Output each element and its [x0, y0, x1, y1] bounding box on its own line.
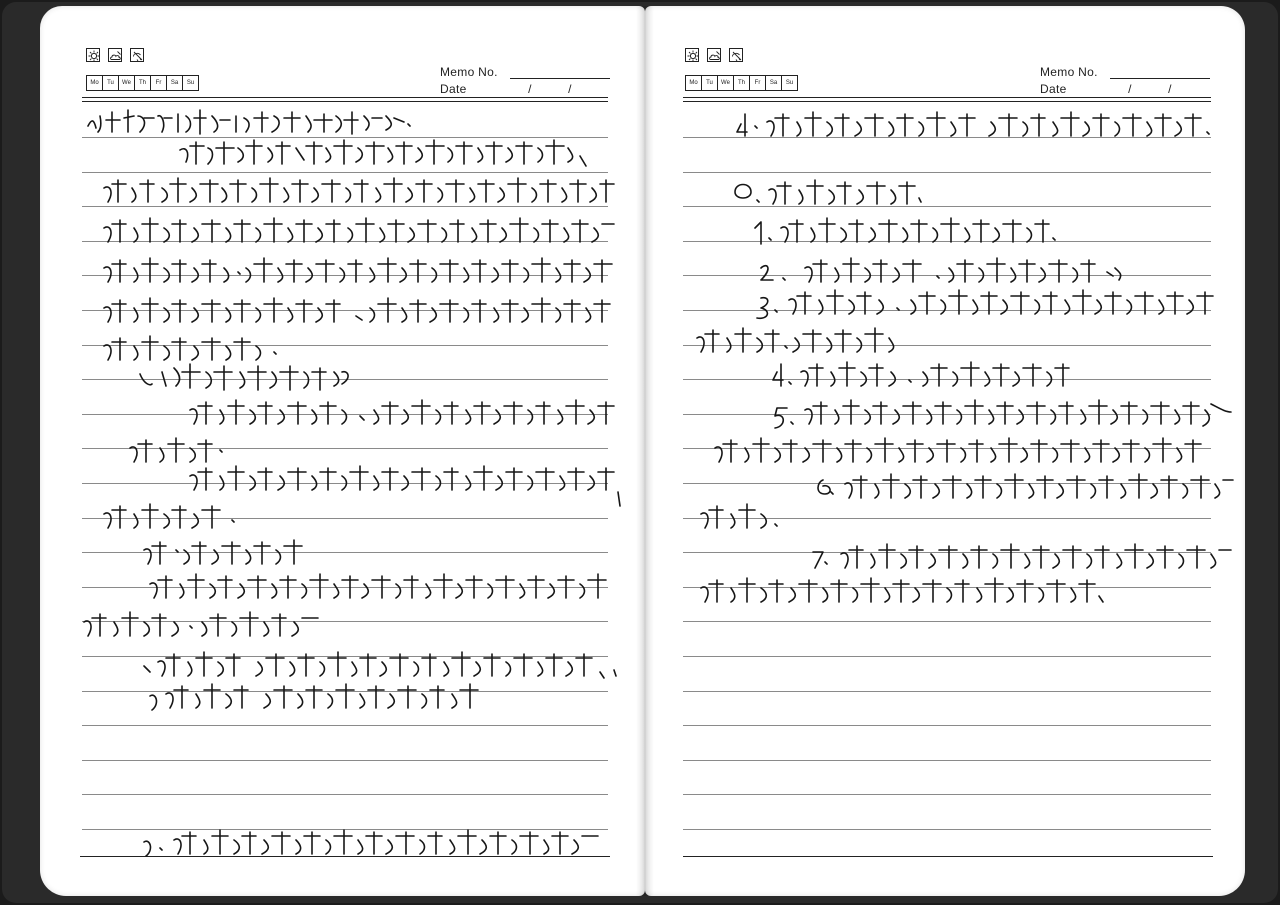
date-separator: /: [568, 82, 572, 96]
notebook-spread: [40, 6, 1246, 903]
right-page: [645, 6, 1245, 896]
weekday-tu[interactable]: Tu: [103, 76, 119, 90]
weekday-fr[interactable]: Fr: [750, 76, 766, 90]
date-label: Date: [440, 82, 467, 96]
date-separator: /: [1128, 82, 1132, 96]
weekday-su[interactable]: Su: [186, 80, 195, 86]
weekday-we[interactable]: We: [718, 76, 734, 90]
weekday-fr[interactable]: Fr: [151, 76, 167, 90]
handwritten-notes: [645, 6, 1245, 896]
weekday-we[interactable]: We: [119, 76, 135, 90]
memo-no-label: Memo No.: [440, 65, 498, 79]
left-page: [40, 6, 645, 896]
weekday-th[interactable]: Th: [734, 76, 750, 90]
weekday-sa[interactable]: Sa: [766, 76, 782, 90]
weekday-mo[interactable]: Mo: [686, 76, 702, 90]
weekday-th[interactable]: Th: [135, 76, 151, 90]
weekday-tu[interactable]: Tu: [702, 76, 718, 90]
date-separator: /: [528, 82, 532, 96]
weekday-mo[interactable]: Mo: [87, 76, 103, 90]
weekday-su[interactable]: Su: [785, 80, 794, 86]
date-label: Date: [1040, 82, 1067, 96]
memo-no-label: Memo No.: [1040, 65, 1098, 79]
date-separator: /: [1168, 82, 1172, 96]
weekday-sa[interactable]: Sa: [167, 76, 183, 90]
handwritten-notes: [40, 6, 645, 896]
